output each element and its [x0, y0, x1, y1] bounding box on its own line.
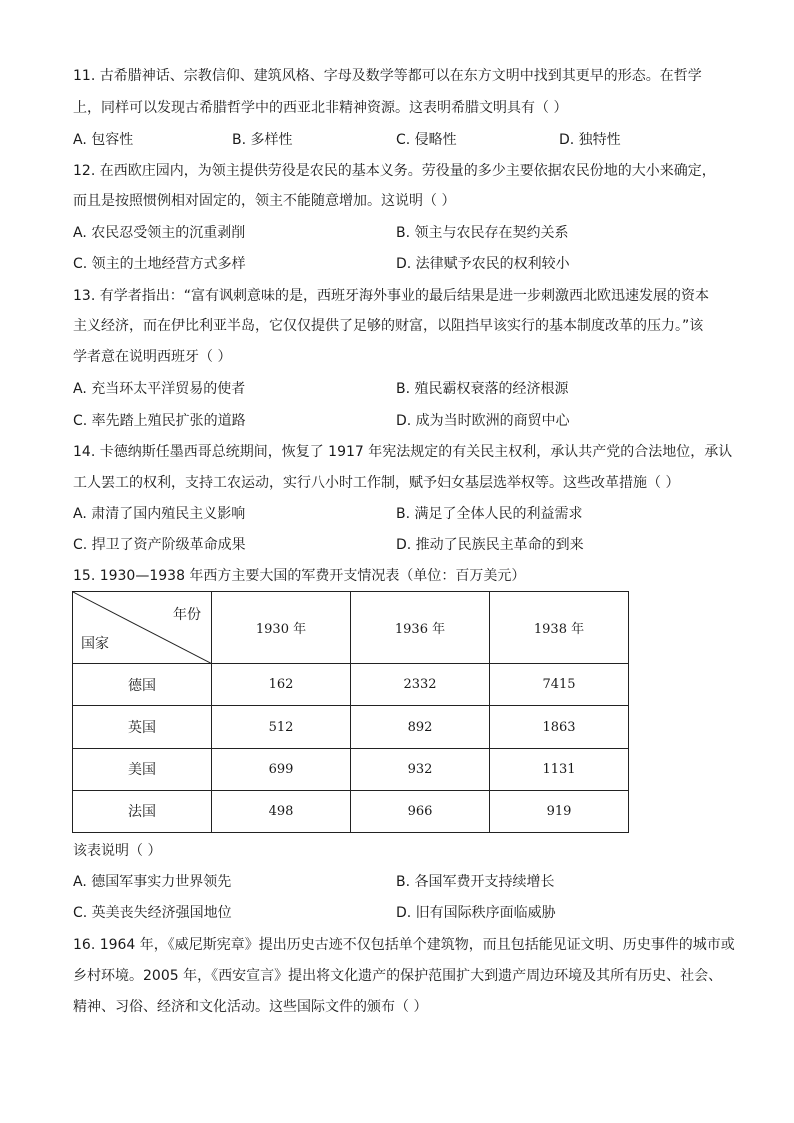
q12-option-c[interactable]: C. 领主的土地经营方式多样 — [73, 256, 246, 272]
q14-stem-line1: 14. 卡德纳斯任墨西哥总统期间，恢复了 1917 年宪法规定的有关民主权利，承认共产党的合法地位，承认 — [73, 444, 733, 460]
q14-stem-line2: 工人罢工的权利，支持工农运动，实行八小时工作制，赋予妇女基层选举权等。这些改革措施（ ） — [73, 475, 680, 491]
q12-stem-line2: 而且是按照惯例相对固定的，领主不能随意增加。这说明（ ） — [73, 193, 456, 209]
q13-stem-line1: 13. 有学者指出：“富有讽刺意味的是，西班牙海外事业的最后结果是进一步刺激西北欧迅速发展的资本 — [73, 288, 709, 304]
row-country-france: 法国 — [73, 790, 212, 832]
table-cell: 7415 — [490, 664, 629, 706]
q12-option-b[interactable]: B. 领主与农民存在契约关系 — [396, 225, 569, 241]
row-country-uk: 英国 — [73, 706, 212, 748]
row-country-germany: 德国 — [73, 664, 212, 706]
q16-stem-line2: 乡村环境。2005 年，《西安宣言》提出将文化遗产的保护范围扩大到遗产周边环境及其所有历史、社会、 — [73, 968, 723, 984]
q11-option-d[interactable]: D. 独特性 — [559, 132, 621, 148]
corner-year-label: 年份 — [173, 607, 201, 623]
q11-stem-line2: 上，同样可以发现古希腊哲学中的西亚北非精神资源。这表明希腊文明具有（ ） — [73, 100, 568, 116]
q15-prompt: 该表说明（ ） — [73, 843, 162, 859]
table-cell: 932 — [351, 748, 490, 790]
row-country-usa: 美国 — [73, 748, 212, 790]
table-cell: 162 — [212, 664, 351, 706]
header-year-1930: 1930 年 — [212, 592, 351, 664]
q11-stem-line1: 11. 古希腊神话、宗教信仰、建筑风格、字母及数学等都可以在东方文明中找到其更早的形态。在哲学 — [73, 68, 702, 84]
q13-stem-line3: 学者意在说明西班牙（ ） — [73, 349, 232, 365]
table-cell: 2332 — [351, 664, 490, 706]
q15-option-d[interactable]: D. 旧有国际秩序面临威胁 — [396, 905, 556, 921]
table-cell: 919 — [490, 790, 629, 832]
table-cell: 892 — [351, 706, 490, 748]
q12-stem-line1: 12. 在西欧庄园内，为领主提供劳役是农民的基本义务。劳役量的多少主要依据农民份地的大小来确定， — [73, 163, 716, 179]
q15-option-b[interactable]: B. 各国军费开支持续增长 — [396, 874, 555, 890]
corner-country-label: 国家 — [81, 636, 109, 653]
q13-option-a[interactable]: A. 充当环太平洋贸易的使者 — [73, 381, 246, 397]
q11-option-a[interactable]: A. 包容性 — [73, 132, 134, 148]
q13-option-d[interactable]: D. 成为当时欧洲的商贸中心 — [396, 413, 570, 429]
q13-option-c[interactable]: C. 率先踏上殖民扩张的道路 — [73, 413, 246, 429]
table-cell: 1131 — [490, 748, 629, 790]
header-year-1938: 1938 年 — [490, 592, 629, 664]
table-cell: 699 — [212, 748, 351, 790]
table-row — [73, 790, 629, 832]
q14-option-a[interactable]: A. 肃清了国内殖民主义影响 — [73, 506, 246, 522]
q15-title: 15. 1930—1938 年西方主要大国的军费开支情况表（单位：百万美元） — [73, 568, 526, 584]
table-header-row — [73, 592, 629, 664]
q14-option-c[interactable]: C. 捍卫了资产阶级革命成果 — [73, 537, 246, 553]
military-spending-table — [72, 591, 629, 833]
q13-stem-line2: 主义经济，而在伊比利亚半岛，它仅仅提供了足够的财富，以阻挡早该实行的基本制度改革的压力。”该 — [73, 318, 704, 334]
q14-option-b[interactable]: B. 满足了全体人民的利益需求 — [396, 506, 583, 522]
q11-option-b[interactable]: B. 多样性 — [232, 132, 293, 148]
table-corner-cell — [73, 592, 212, 664]
q12-option-a[interactable]: A. 农民忍受领主的沉重剥削 — [73, 225, 246, 241]
table-cell: 966 — [351, 790, 490, 832]
q16-stem-line3: 精神、习俗、经济和文化活动。这些国际文件的颁布（ ） — [73, 999, 428, 1015]
table-cell: 1863 — [490, 706, 629, 748]
table-row — [73, 748, 629, 790]
q14-option-d[interactable]: D. 推动了民族民主革命的到来 — [396, 537, 584, 553]
q13-option-b[interactable]: B. 殖民霸权衰落的经济根源 — [396, 381, 569, 397]
q15-option-c[interactable]: C. 英美丧失经济强国地位 — [73, 905, 232, 921]
header-year-1936: 1936 年 — [351, 592, 490, 664]
q15-option-a[interactable]: A. 德国军事实力世界领先 — [73, 874, 232, 890]
q16-stem-line1: 16. 1964 年，《威尼斯宪章》提出历史古迹不仅包括单个建筑物，而且包括能见证文明、历史事件的城市或 — [73, 937, 735, 953]
q11-option-c[interactable]: C. 侵略性 — [396, 132, 457, 148]
table-row — [73, 706, 629, 748]
q12-option-d[interactable]: D. 法律赋予农民的权利较小 — [396, 256, 570, 272]
table-cell: 498 — [212, 790, 351, 832]
table-row — [73, 664, 629, 706]
table-cell: 512 — [212, 706, 351, 748]
